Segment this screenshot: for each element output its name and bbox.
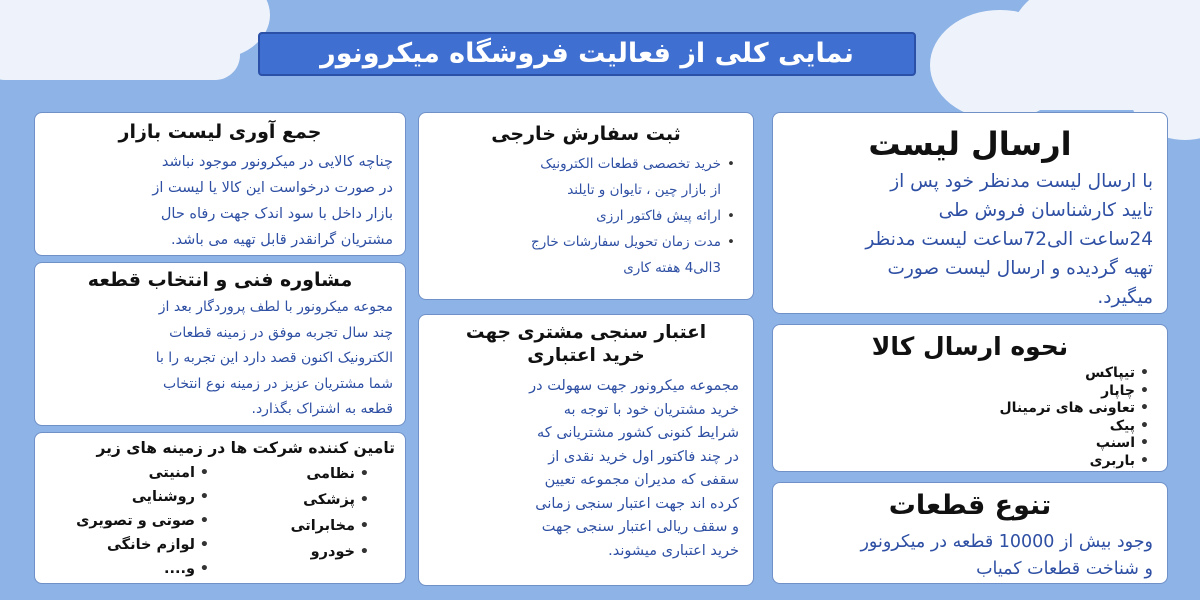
shipping-heading: نحوه ارسال کالا — [871, 332, 1069, 361]
list-item: • مخابراتی — [291, 513, 355, 539]
list-item — [431, 229, 721, 281]
list-item — [431, 151, 721, 203]
shipping-list — [787, 365, 1153, 470]
text-line: تایید کارشناسان فروش طی — [938, 200, 1153, 221]
text-line: مشتریان گرانقدر قابل تهیه می باشد. — [170, 232, 393, 248]
foreign-order-heading: ثبت سفارش خارجی — [491, 123, 681, 145]
heading-line: خرید اعتباری — [527, 345, 645, 366]
list-item: • و.... — [76, 557, 195, 581]
credit-text — [433, 375, 739, 563]
card-suppliers — [34, 432, 406, 584]
text-line: میگیرد. — [1097, 287, 1153, 308]
foreign-order-list — [431, 151, 741, 281]
text-line: وجود بیش از 10000 قطعه در میکرونور — [860, 532, 1153, 552]
text-line: بازار داخل با سود اندک جهت رفاه حال — [160, 206, 393, 222]
card-shipping — [772, 324, 1168, 472]
credit-heading — [433, 321, 739, 367]
card-variety — [772, 482, 1168, 584]
list-item: • تیپاکس — [787, 365, 1135, 383]
text-line: در چند فاکتور اول خرید نقدی از — [548, 448, 739, 465]
variety-heading: تنوع قطعات — [888, 490, 1052, 521]
suppliers-list-right — [291, 461, 355, 565]
suppliers-list-left — [76, 461, 195, 581]
list-item: • روشنایی — [76, 485, 195, 509]
consulting-heading: مشاوره فنی و انتخاب قطعه — [87, 269, 353, 291]
text-line: خرید اعتباری میشوند. — [608, 542, 739, 559]
text-line: 3الی4 هفته کاری — [623, 260, 721, 276]
text-line: و سقف ریالی اعتبار سنجی جهت — [541, 519, 739, 535]
suppliers-heading: تامین کننده شرکت ها در زمینه های زیر — [96, 439, 395, 457]
text-line: چند سال تجربه موفق در زمینه قطعات — [169, 324, 393, 341]
text-line: با ارسال لیست مدنظر خود پس از — [890, 171, 1153, 192]
card-foreign-order — [418, 112, 754, 300]
text-line: 24ساعت الی72ساعت لیست مدنظر — [865, 229, 1153, 250]
heading-line: اعتبار سنجی مشتری جهت — [465, 322, 707, 343]
list-item: • اسنپ — [787, 435, 1135, 453]
text-line: سقفی که مدیران مجموعه تعیین — [544, 472, 739, 488]
text-line: خرید مشتریان خود با توجه به — [563, 401, 739, 418]
send-list-text — [787, 167, 1153, 312]
text-line: در صورت درخواست این کالا یا لیست از — [152, 180, 393, 196]
card-send-list — [772, 112, 1168, 314]
list-item: • صوتی و تصویری — [76, 509, 195, 533]
consulting-text — [47, 295, 393, 423]
text-line: چناچه کالایی در میکرونور موجود نباشد — [161, 154, 393, 170]
list-item: • خودرو — [291, 539, 355, 565]
list-item — [431, 203, 721, 229]
card-credit — [418, 314, 754, 586]
list-item: • لوازم خانگی — [76, 533, 195, 557]
suppliers-columns — [45, 461, 395, 581]
list-item: • پزشکی — [291, 487, 355, 513]
text-line: شما مشتریان عزیز در زمینه نوع انتخاب — [162, 375, 393, 392]
text-line: کرده اند جهت اعتبار سنجی زمانی — [535, 495, 739, 512]
card-market-list — [34, 112, 406, 256]
send-list-heading: ارسال لیست — [868, 125, 1072, 163]
market-list-text — [47, 149, 393, 253]
text-line: • ارائه پیش فاکتور ارزی — [596, 208, 721, 224]
text-line: و شناخت قطعات کمیاب — [976, 559, 1153, 579]
list-item: • پیک — [787, 418, 1135, 436]
list-item: • باربری — [787, 453, 1135, 471]
text-line: الکترونیک اکنون قصد دارد این تجربه را با — [155, 350, 393, 366]
list-item: • نظامی — [291, 461, 355, 487]
text-line: مجموعه میکرونور جهت سهولت در — [529, 378, 739, 394]
market-list-heading: جمع آوری لیست بازار — [118, 121, 322, 143]
list-item: • امنیتی — [76, 461, 195, 485]
page-title: نمایی کلی از فعالیت فروشگاه میکرونور — [258, 32, 916, 76]
text-line: • خرید تخصصی قطعات الکترونیک — [540, 156, 721, 172]
variety-text — [787, 529, 1153, 583]
text-line: • مدت زمان تحویل سفارشات خارج — [531, 234, 721, 250]
list-item: • تعاونی های ترمینال — [787, 400, 1135, 418]
text-line: تهیه گردیده و ارسال لیست صورت — [887, 258, 1153, 279]
text-line: از بازار چین ، تایوان و تایلند — [567, 182, 721, 198]
list-item: • چاپار — [787, 383, 1135, 401]
text-line: مجوعه میکرونور با لطف پروردگار بعد از — [158, 299, 393, 315]
text-line: قطعه به اشتراک بگذارد. — [251, 401, 393, 417]
text-line: شرایط کنونی کشور مشتریانی که — [537, 425, 739, 441]
card-consulting — [34, 262, 406, 426]
